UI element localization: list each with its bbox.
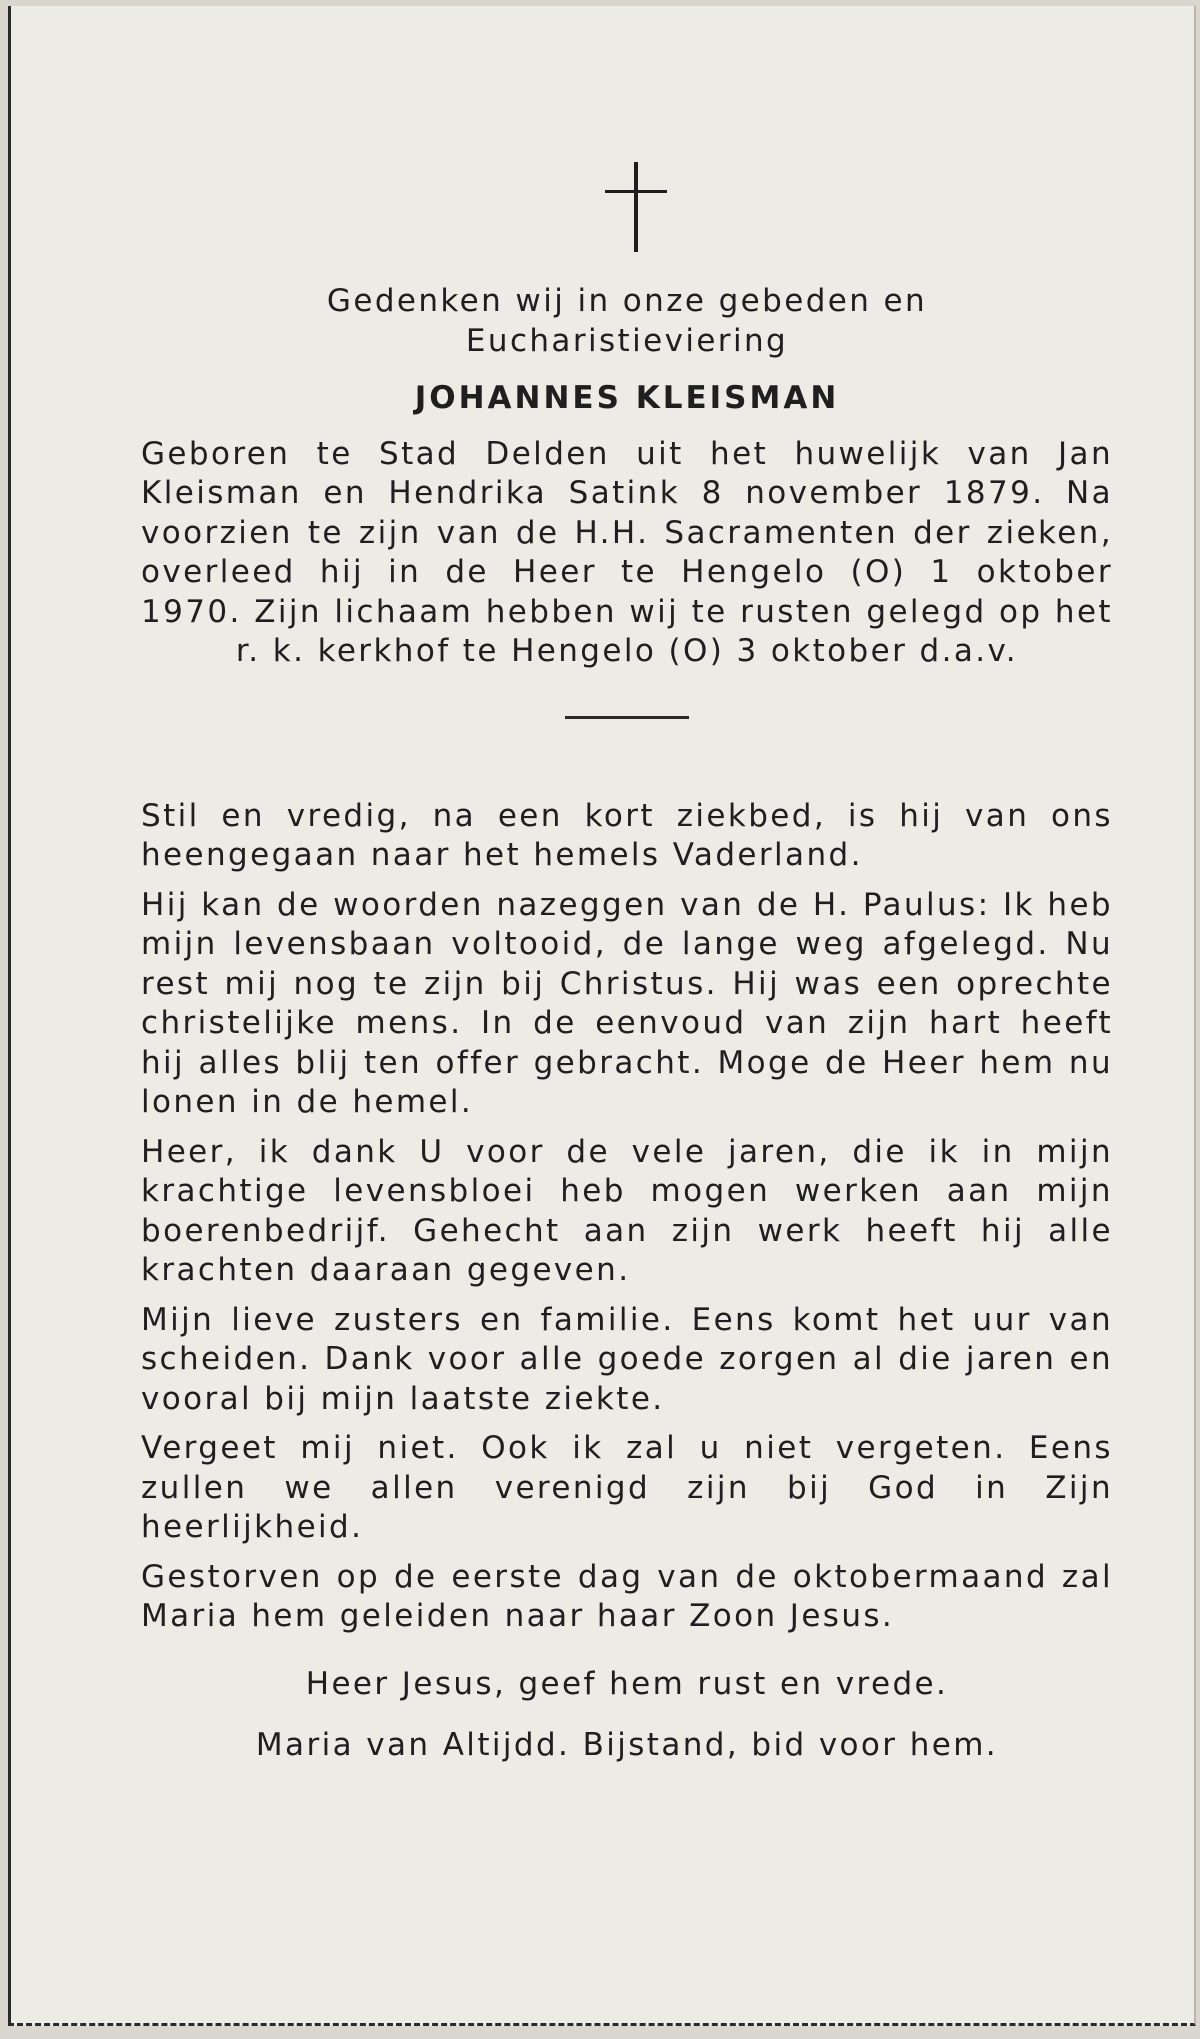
paragraph: Heer, ik dank U voor de vele jaren, die ik in mijn krachtige levensbloei heb mogen werken aan mijn boerenbedrijf. Gehecht aan zijn werk heeft hij alle krachten daaraan gegeven. — [141, 1133, 1113, 1288]
deceased-name: JOHANNES KLEISMAN — [414, 380, 840, 416]
paragraph: Stil en vredig, na een kort ziekbed, is hij van ons heengegaan naar het hemels Vaderland. — [141, 797, 1113, 873]
closing-line-2: Maria van Altijdd. Bijstand, bid voor hem. — [255, 1727, 999, 1763]
card-text — [141, 282, 1113, 1766]
paragraph: Gestorven op de eerste dag van de oktobermaand zal Maria hem geleiden naar haar Zoon Jesus. — [141, 1558, 1113, 1634]
memorial-card — [8, 6, 1196, 2026]
paragraph: Hij kan de woorden nazeggen van de H. Paulus: Ik heb mijn levensbaan voltooid, de lange weg afgelegd. Nu rest mij nog te zijn bij Christus. Hij was een oprechte christelijke mens. In de eenvoud van zijn hart heeft hij alles blij ten offer gebracht. Moge de Heer hem nu lonen in de hemel. — [141, 886, 1113, 1120]
divider — [565, 716, 689, 719]
intro-line-2: Eucharistieviering — [465, 322, 789, 359]
biography: Geboren te Stad Delden uit het huwelijk van Jan Kleisman en Hendrika Satink 8 november 1879. Na voorzien te zijn van de H.H. Sacramenten der zieken, overleed hij in de Heer te Hengelo (O) 1 oktober 1970. Zijn lichaam hebben wij te rusten gelegd op het r. k. kerkhof te Hengelo (O) 3 oktober d.a.v. — [141, 435, 1113, 669]
intro-line-1: Gedenken wij in onze gebeden en — [326, 283, 928, 319]
paragraph: Vergeet mij niet. Ook ik zal u niet vergeten. Eens zullen we allen verenigd zijn bij God in Zijn heerlijkheid. — [141, 1430, 1113, 1545]
closing-line-1: Heer Jesus, geef hem rust en vrede. — [305, 1665, 949, 1702]
paragraph: Mijn lieve zusters en familie. Eens komt het uur van scheiden. Dank voor alle goede zorgen al die jaren en vooral bij mijn laatste ziekte. — [141, 1301, 1113, 1417]
cross-icon — [621, 162, 651, 252]
